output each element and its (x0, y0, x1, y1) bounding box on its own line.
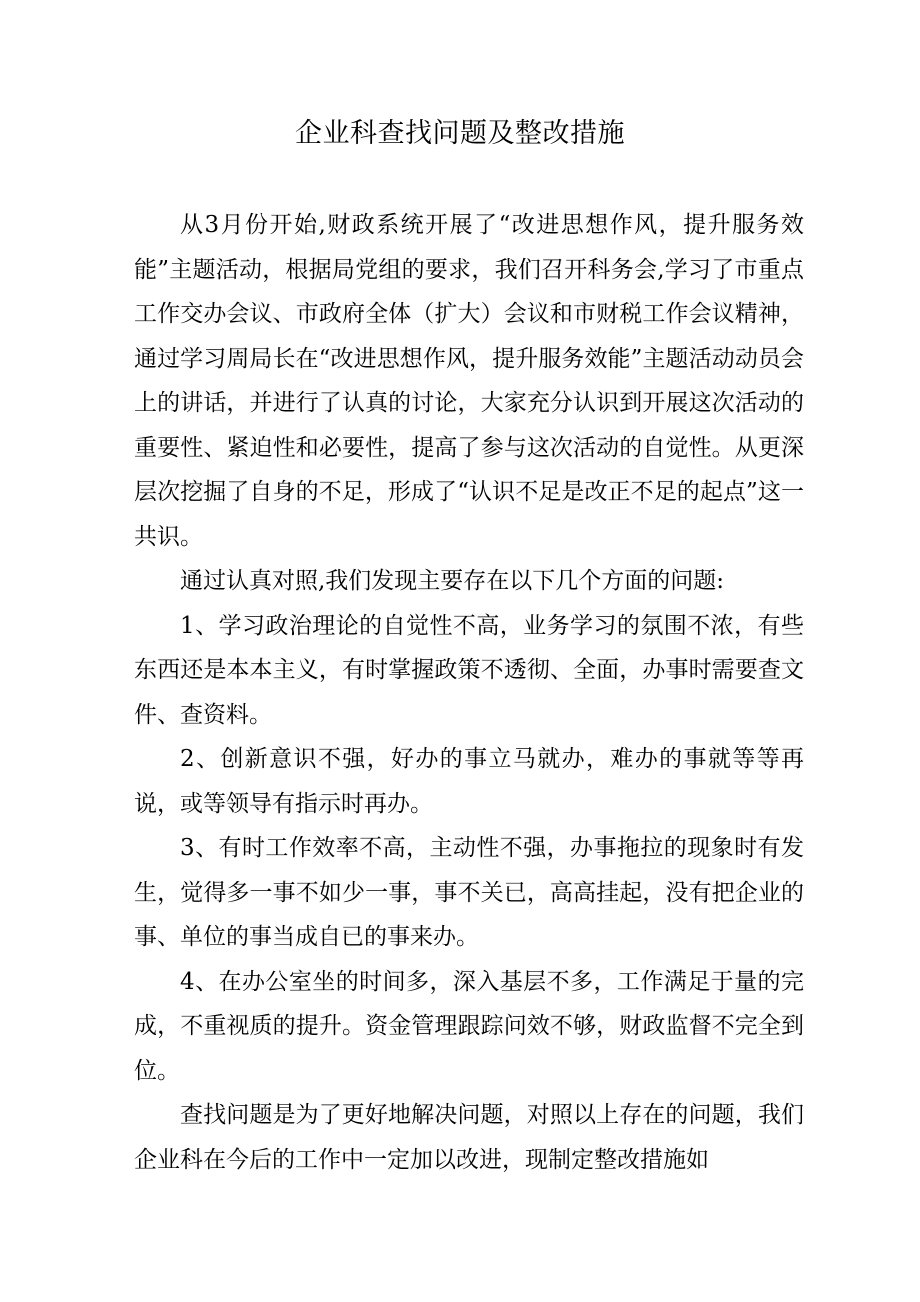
problems-lead-paragraph: 通过认真对照,我们发现主要存在以下几个方面的问题: (180, 568, 725, 594)
document-body (134, 203, 804, 1182)
problem-item-1: 1、学习政治理论的自觉性不高，业务学习的氛围不浓，有些东西还是本本主义，有时掌握政策不透彻、全面，办事时需要查文件、查资料。 (134, 612, 804, 728)
problem-item-3: 3、有时工作效率不高，主动性不强，办事拖拉的现象时有发生，觉得多一事不如少一事，事不关已，高高挂起，没有把企业的事、单位的事当成自已的事来办。 (134, 835, 804, 950)
problem-item-4: 4、在办公室坐的时间多，深入基层不多，工作满足于量的完成，不重视质的提升。资金管理跟踪问效不够，财政监督不完全到位。 (134, 968, 804, 1084)
problem-item-2: 2、创新意识不强，好办的事立马就办，难办的事就等等再说，或等领导有指示时再办。 (134, 746, 804, 817)
measures-lead-paragraph: 查找问题是为了更好地解决问题，对照以上存在的问题，我们企业科在今后的工作中一定加以改进，现制定整改措施如 (134, 1102, 804, 1173)
document-title: 企业科查找问题及整改措施 (295, 118, 625, 149)
intro-paragraph: 从3月份开始,财政系统开展了“改进思想作风，提升服务效能”主题活动，根据局党组的要求，我们召开科务会,学习了市重点工作交办会议、市政府全体（扩大）会议和市财税工作会议精神，通过学习周局长在“改进思想作风，提升服务效能”主题活动动员会上的讲话，并进行了认真的讨论，大家充分认识到开展这次活动的重要性、紧迫性和必要性，提高了参与这次活动的自觉性。从更深层次挖掘了自身的不足，形成了“认识不足是改正不足的起点”这一共识。 (134, 212, 804, 550)
